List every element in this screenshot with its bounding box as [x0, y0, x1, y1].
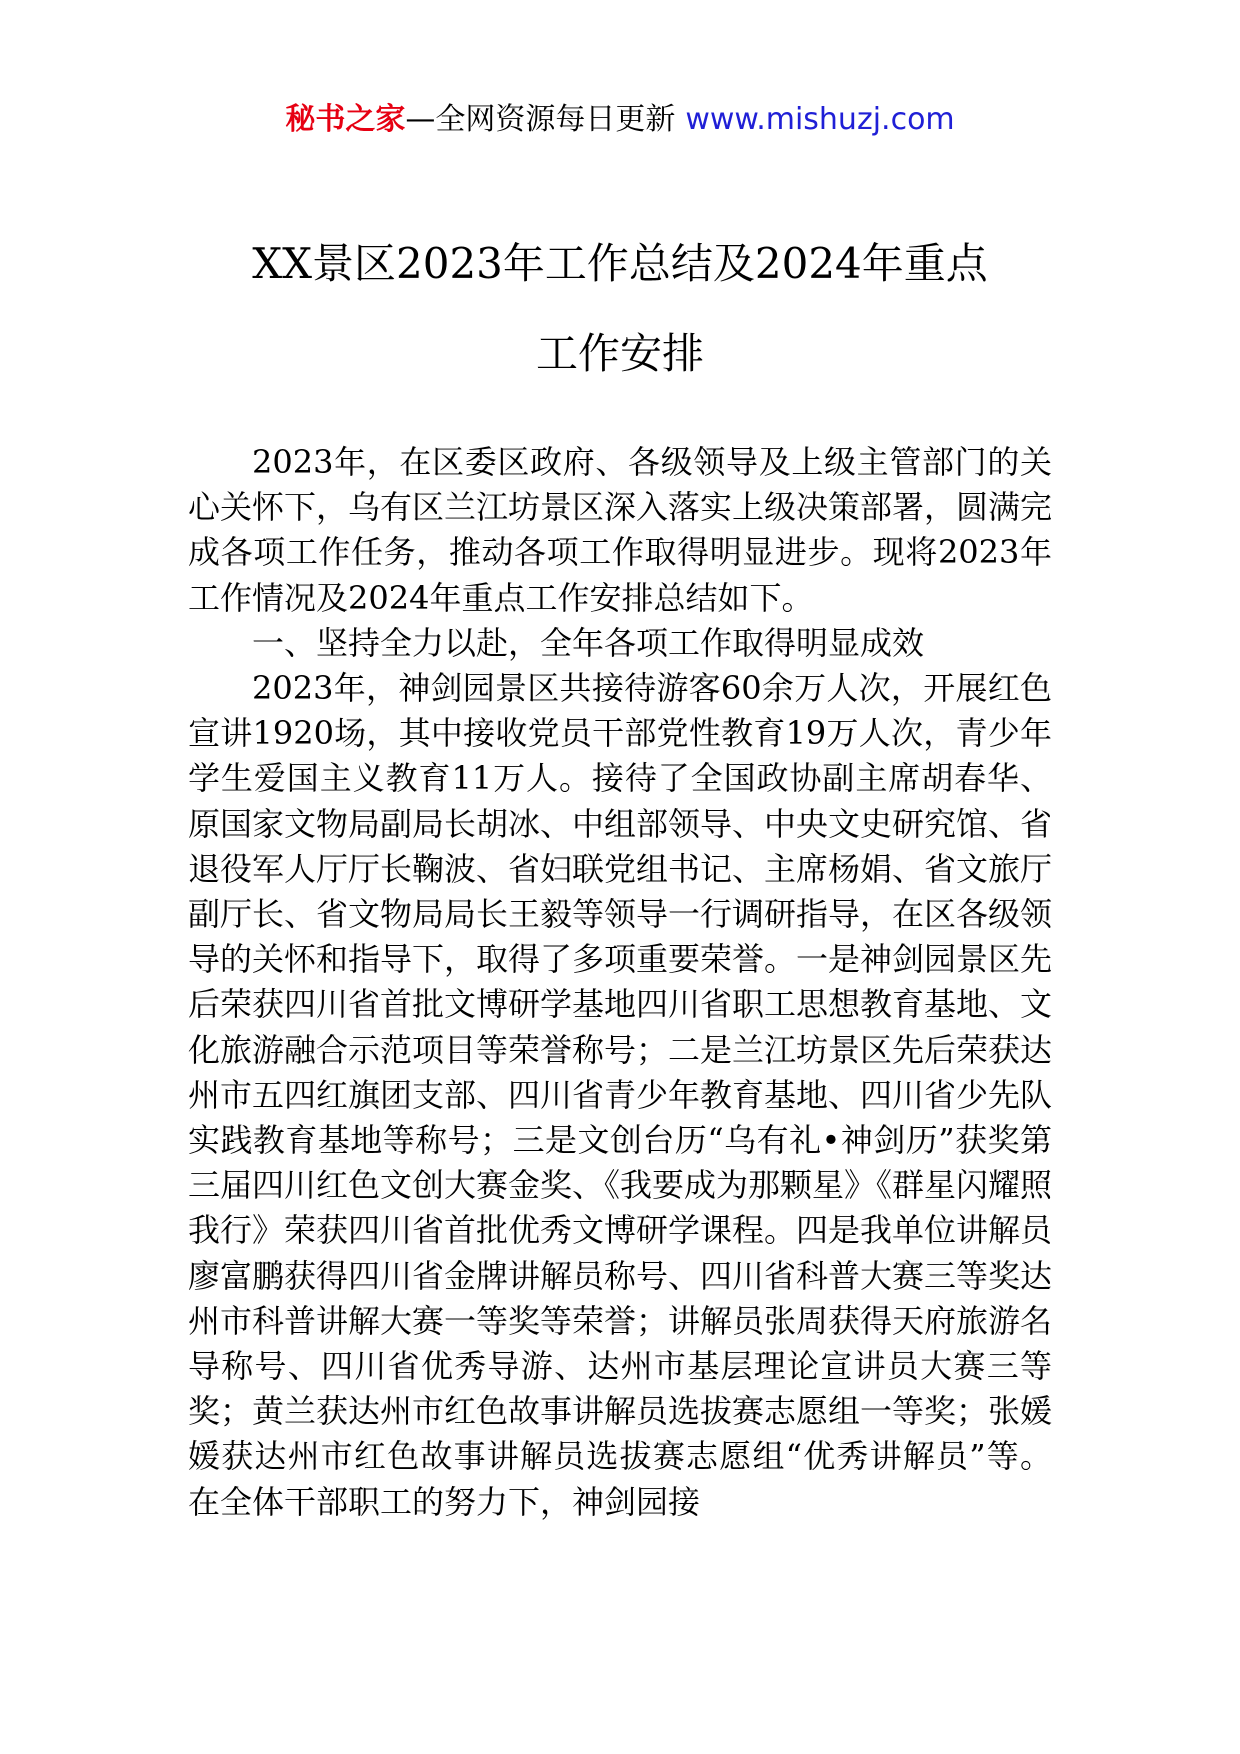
section-1-heading: 一、坚持全力以赴，全年各项工作取得明显成效 [252, 623, 925, 662]
section-1-paragraph: 2023年，神剑园景区共接待游客60余万人次，开展红色宣讲1920场，其中接收党员干部党性教育19万人次，青少年学生爱国主义教育11万人。接待了全国政协副主席胡春华、原国家文物局副局长胡冰、中组部领导、中央文史研究馆、省退役军人厅厅长鞠波、省妇联党组书记、主席杨娟、省文旅厅副厅长、省文物局局长王毅等领导一行调研指导，在区各级领导的关怀和指导下，取得了多项重要荣誉。一是神剑园景区先后荣获四川省首批文博研学基地四川省职工思想教育基地、文化旅游融合示范项目等荣誉称号；二是兰江坊景区先后荣获达州市五四红旗团支部、四川省青少年教育基地、四川省少先队实践教育基地等称号；三是文创台历“乌有礼•神剑历”获奖第三届四川红色文创大赛金奖、《我要成为那颗星》《群星闪耀照我行》荣获四川省首批优秀文博研学课程。四是我单位讲解员廖富鹏获得四川省金牌讲解员称号、四川省科普大赛三等奖达州市科普讲解大赛一等奖等荣誉；讲解员张周获得天府旅游名导称号、四川省优秀导游、达州市基层理论宣讲员大赛三等奖；黄兰获达州市红色故事讲解员选拔赛志愿组一等奖；张媛媛获达州市红色故事讲解员选拔赛志愿组“优秀讲解员”等。在全体干部职工的努力下，神剑园接 [188, 669, 1053, 1521]
site-slogan: —全网资源每日更新 [405, 102, 676, 137]
document-body [188, 440, 1052, 1525]
intro-paragraph: 2023年，在区委区政府、各级领导及上级主管部门的关心关怀下，乌有区兰江坊景区深入落实上级决策部署，圆满完成各项工作任务，推动各项工作取得明显进步。现将2023年工作情况及2024年重点工作安排总结如下。 [188, 443, 1053, 617]
site-brand: 秘书之家 [285, 102, 406, 137]
document-title-line-2: 工作安排 [535, 329, 704, 378]
site-url-link[interactable]: www.mishuzj.com [685, 102, 955, 137]
site-header [0, 100, 1240, 140]
document-title-line-1: XX景区2023年工作总结及2024年重点 [252, 239, 988, 288]
